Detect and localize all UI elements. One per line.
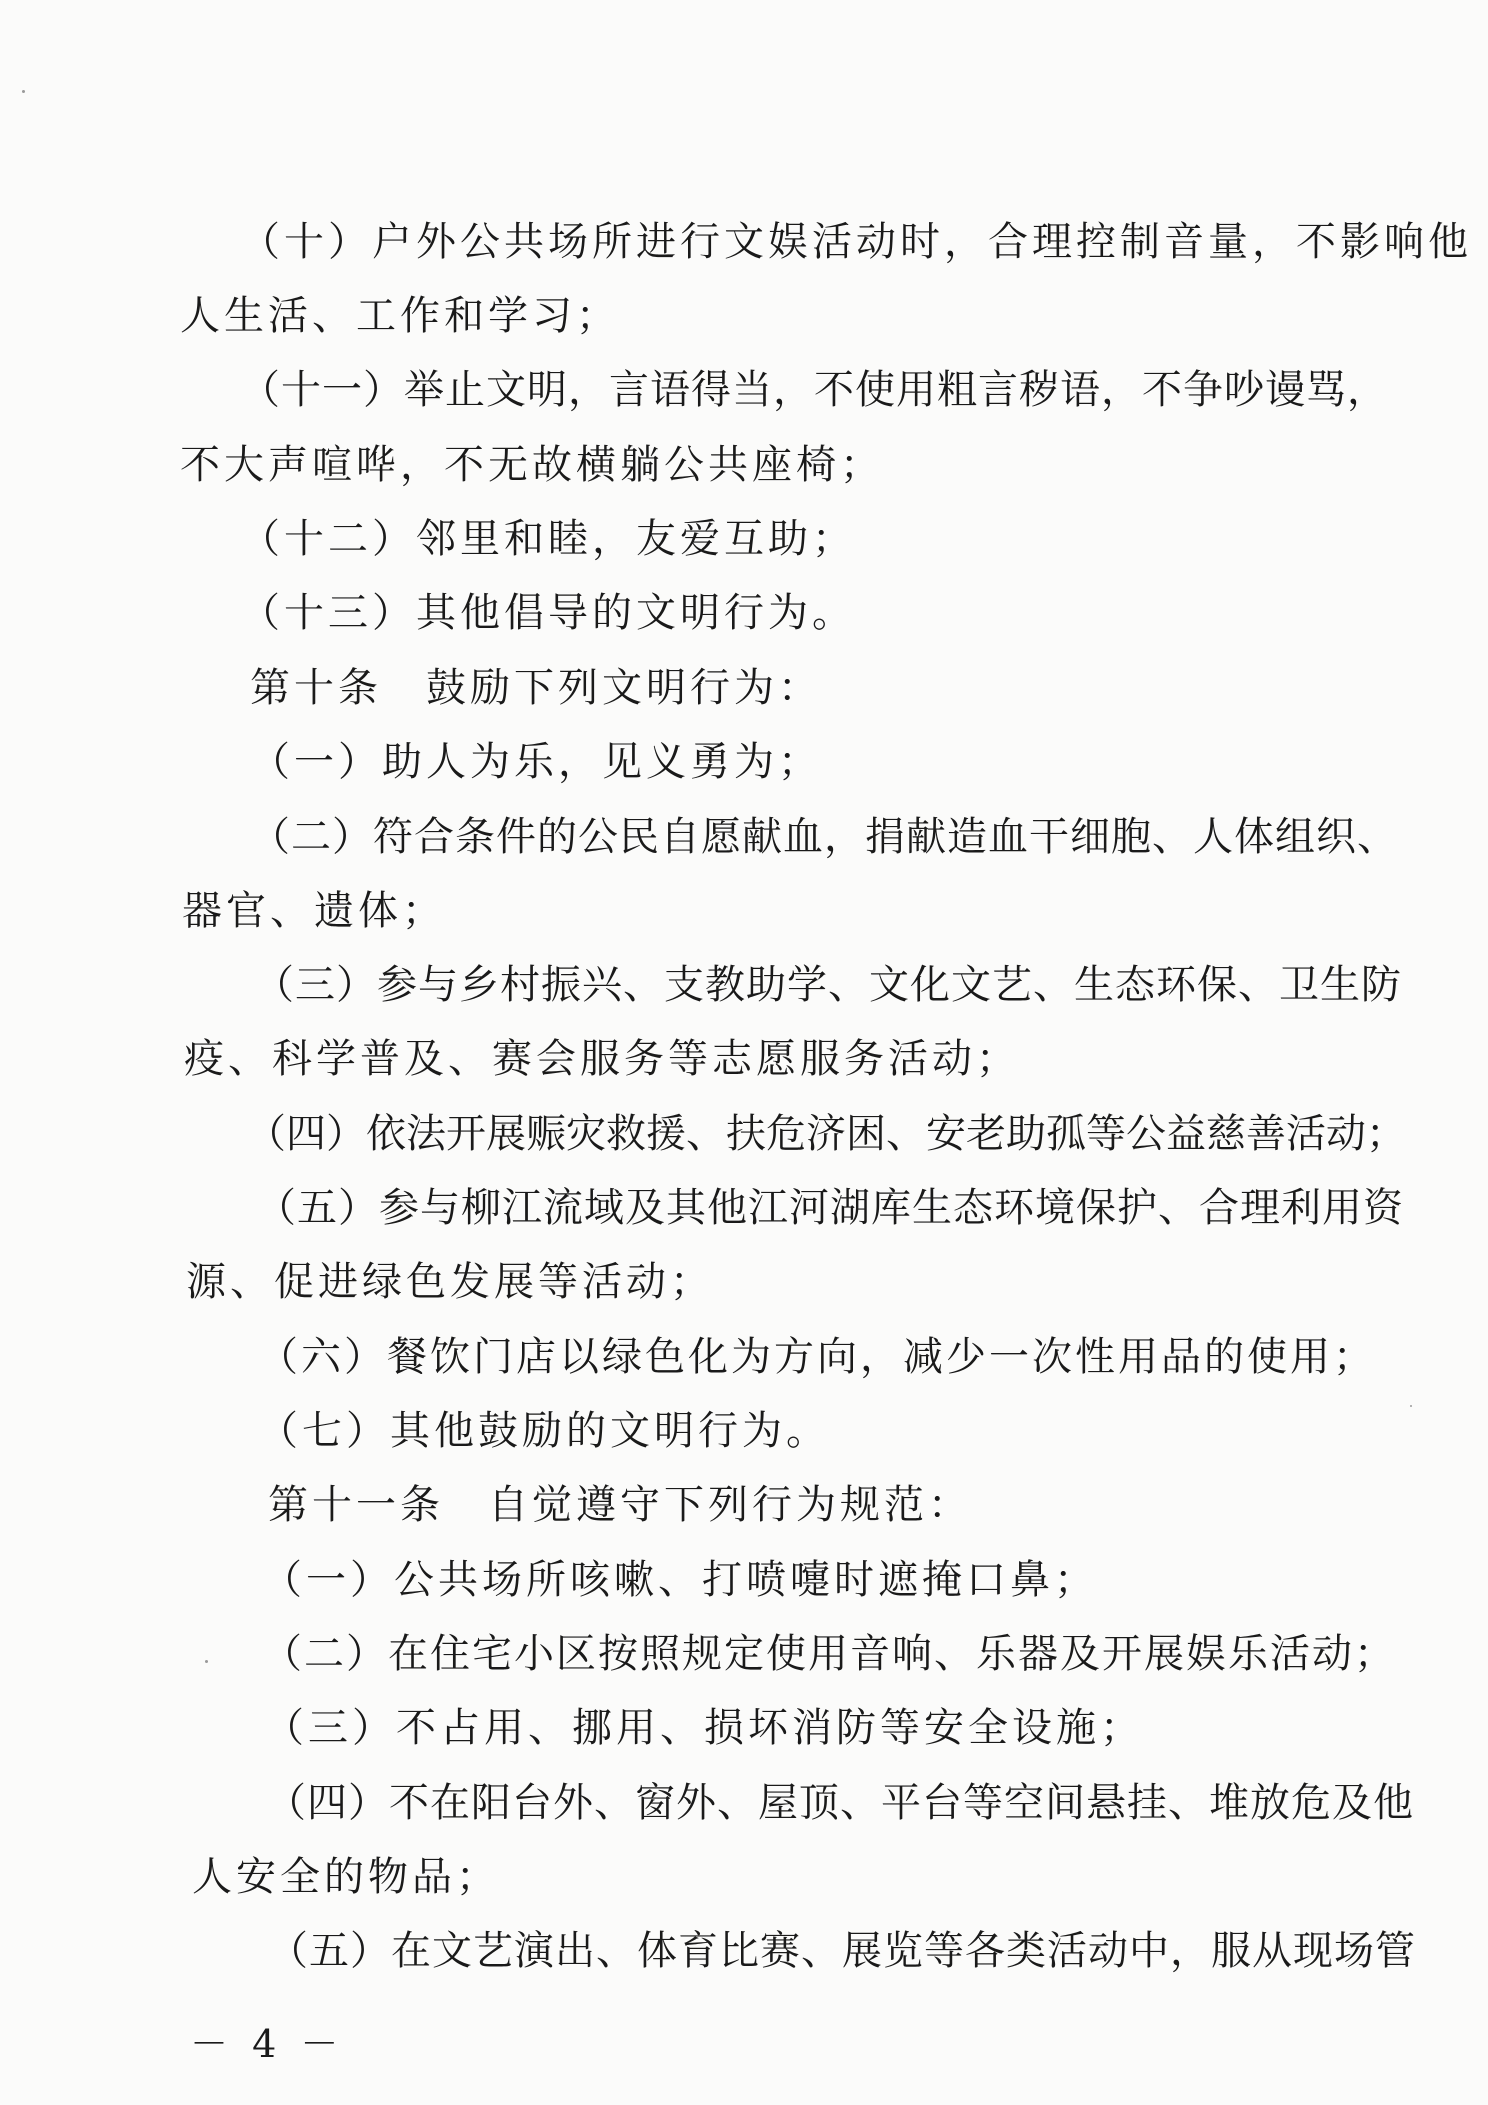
text-line: 疫、科学普及、赛会服务等志愿服务活动； <box>184 1036 1020 1082</box>
text-line: 器官、遗体； <box>182 888 446 934</box>
text-line: （二）在住宅小区按照规定使用音响、乐器及开展娱乐活动； <box>262 1631 1396 1677</box>
text-line: 源、促进绿色发展等活动； <box>186 1259 714 1305</box>
text-line: （四）依法开展赈灾救援、扶危济困、安老助孤等公益慈善活动； <box>246 1111 1406 1157</box>
text-line: （三）参与乡村振兴、支教助学、文化文艺、生态环保、卫生防 <box>254 962 1402 1008</box>
text-line: （十）户外公共场所进行文娱活动时，合理控制音量，不影响他 <box>240 219 1472 265</box>
text-line: 不大声喧哗，不无故横躺公共座椅； <box>180 442 884 488</box>
scan-speck <box>22 90 25 93</box>
text-line: （十一）举止文明，言语得当，不使用粗言秽语，不争吵谩骂， <box>240 367 1388 413</box>
text-line: （十三）其他倡导的文明行为。 <box>240 590 856 636</box>
text-line: （一）公共场所咳嗽、打喷嚏时遮掩口鼻； <box>262 1557 1098 1603</box>
text-line: （一）助人为乐，见义勇为； <box>250 739 822 785</box>
text-line: （五）参与柳江流域及其他江河湖库生态环境保护、合理利用资 <box>256 1185 1404 1231</box>
text-line: （五）在文艺演出、体育比赛、展览等各类活动中，服从现场管 <box>268 1928 1416 1974</box>
article-heading: 第十条 鼓励下列文明行为： <box>250 665 822 711</box>
text-line: 人安全的物品； <box>192 1854 500 1900</box>
page-number: － 4 － <box>190 2022 345 2066</box>
text-line: （七）其他鼓励的文明行为。 <box>258 1408 830 1454</box>
text-line: （三）不占用、挪用、损坏消防等安全设施； <box>264 1705 1144 1751</box>
article-heading: 第十一条 自觉遵守下列行为规范： <box>268 1482 972 1528</box>
text-line: （六）餐饮门店以绿色化为方向，减少一次性用品的使用； <box>258 1334 1376 1380</box>
text-line: 人生活、工作和学习； <box>180 293 620 339</box>
text-line: （四）不在阳台外、窗外、屋顶、平台等空间悬挂、堆放危及他 <box>266 1780 1414 1826</box>
text-line: （十二）邻里和睦，友爱互助； <box>240 516 856 562</box>
text-line: （二）符合条件的公民自愿献血，捐献造血干细胞、人体组织、 <box>250 814 1398 860</box>
